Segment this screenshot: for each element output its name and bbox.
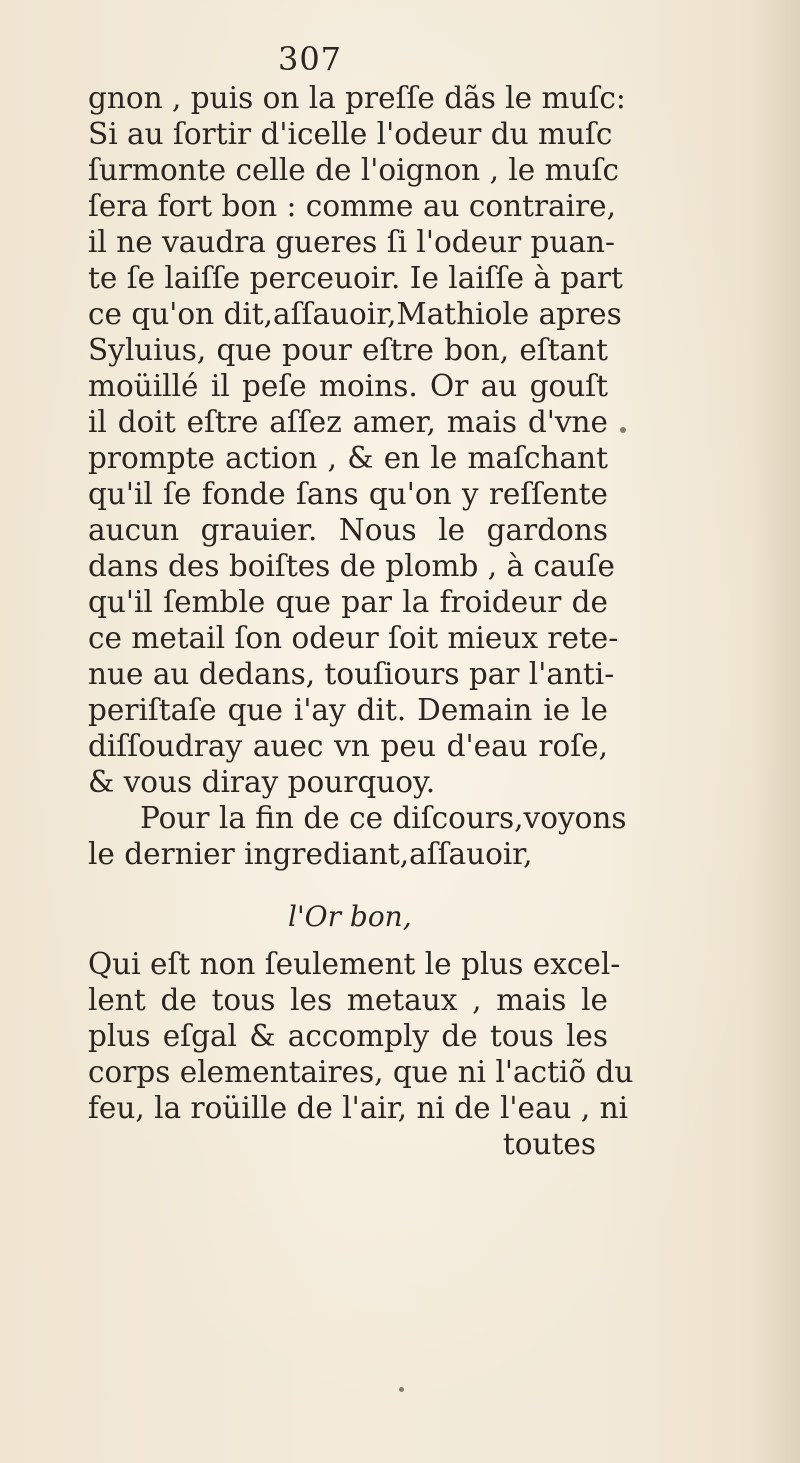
text-line: qu'il ſe fonde ſans qu'on y reſſente [88, 477, 608, 511]
text-line: & vous diray pourquoy. [88, 765, 436, 799]
text-line: gnon , puis on la preſſe dãs le muſc: [88, 81, 626, 115]
text-line: ſurmonte celle de l'oignon , le muſc [88, 153, 620, 187]
text-line: moüillé il peſe moins. Or au gouſt [88, 369, 608, 403]
text-line: nue au dedans, touſiours par l'anti- [88, 657, 615, 691]
text-line: Syluius, que pour eſtre bon, eſtant [88, 333, 608, 367]
text-line: le dernier ingrediant,aſſauoir, [88, 837, 533, 871]
section-heading: l'Or bon, [288, 900, 412, 933]
catchword: toutes [502, 1127, 596, 1161]
ink-speck [399, 1387, 404, 1392]
text-line: ce metail ſon odeur ſoit mieux rete- [88, 621, 619, 655]
text-line: qu'il ſemble que par la froideur de [88, 585, 608, 619]
text-line: Si au ſortir d'icelle l'odeur du muſc [88, 117, 613, 151]
text-line: te ſe laiſſe perceuoir. Ie laiſſe à part [88, 261, 623, 295]
ink-speck [620, 427, 626, 433]
text-line: Qui eſt non ſeulement le plus excel- [88, 947, 621, 981]
text-line: il doit eſtre aſſez amer, mais d'vne [88, 405, 608, 439]
text-line: feu, la roüille de l'air, ni de l'eau , ni [88, 1091, 629, 1125]
text-line: corps elementaires, que ni l'actiõ du [88, 1055, 634, 1089]
text-line: ſera fort bon : comme au contraire, [88, 189, 617, 223]
text-line: lent de tous les metaux , mais le [88, 983, 608, 1017]
page-edge-shadow [750, 0, 800, 1463]
body-text [88, 80, 634, 1162]
text-line: periſtaſe que i'ay dit. Demain ie le [88, 693, 608, 727]
text-line: diſſoudray auec vn peu d'eau roſe, [88, 729, 608, 763]
text-line: plus eſgal & accomply de tous les [88, 1019, 608, 1053]
text-line: Pour la fin de ce diſcours,voyons [140, 801, 627, 835]
text-line: dans des boiſtes de plomb , à cauſe [88, 549, 615, 583]
text-line: ce qu'on dit,aſſauoir,Mathiole apres [88, 297, 622, 331]
page-number: 307 [277, 40, 343, 78]
text-line: prompte action , & en le maſchant [88, 441, 608, 475]
text-line: aucun grauier. Nous le gardons [88, 513, 608, 547]
text-line: il ne vaudra gueres ſi l'odeur puan- [88, 225, 615, 259]
